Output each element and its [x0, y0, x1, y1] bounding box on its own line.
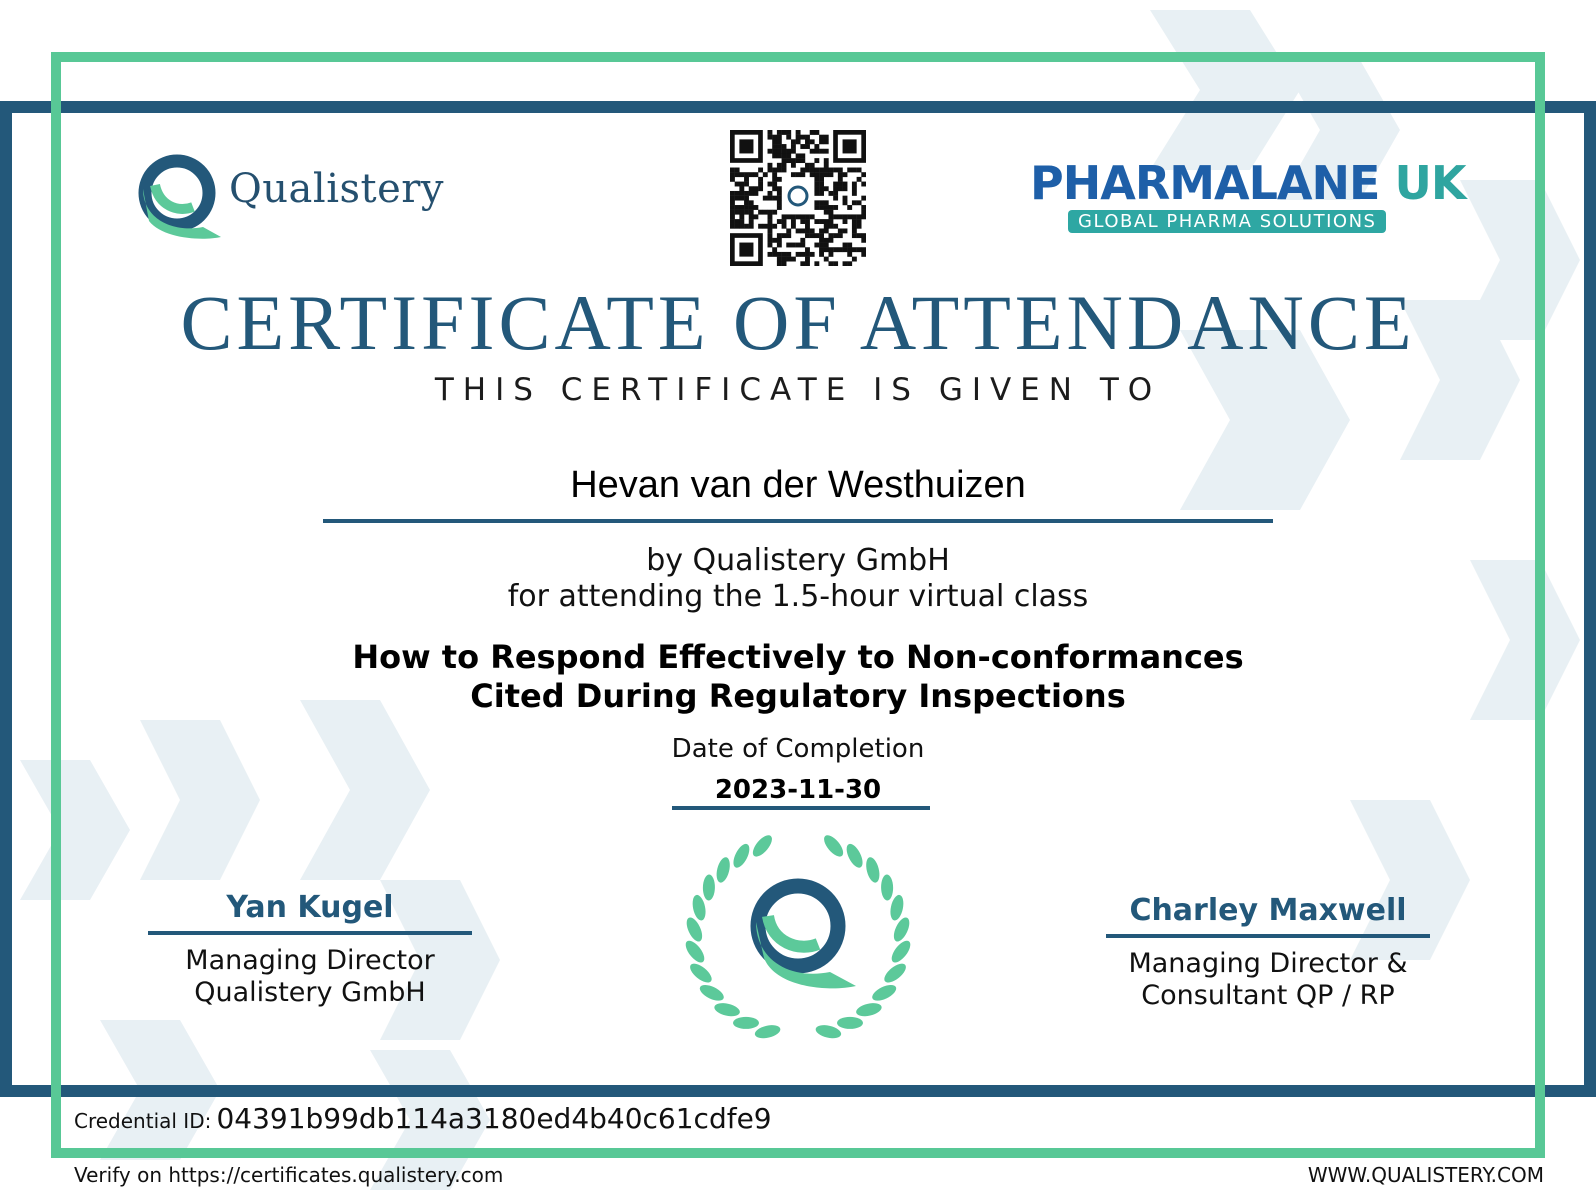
signature-line [1106, 934, 1430, 938]
attending-line: for attending the 1.5-hour virtual class [507, 579, 1089, 614]
qualistery-seal [680, 830, 916, 1054]
pharmalane-title [1030, 158, 1470, 208]
qualistery-q-logo-icon [133, 149, 225, 241]
qr-code[interactable] [730, 130, 866, 266]
course-title-line2: Cited During Regulatory Inspections [470, 677, 1126, 715]
pharmalane-subtitle: GLOBAL PHARMA SOLUTIONS [1068, 210, 1386, 233]
issuer-block [0, 543, 1596, 615]
course-title [0, 638, 1596, 716]
pharmalane-title-main: PHARMALANE [1030, 156, 1380, 210]
signatory-name: Charley Maxwell [1129, 893, 1407, 928]
verify-link[interactable]: Verify on https://certificates.qualistery.com [74, 1163, 504, 1187]
credential-label: Credential ID: [74, 1109, 212, 1133]
signatory-role-line1: Managing Director [185, 945, 435, 976]
qualistery-logo-text: Qualistery [229, 166, 444, 212]
certificate-title: CERTIFICATE OF ATTENDANCE [180, 279, 1416, 366]
signatory-role-line1: Managing Director & [1128, 948, 1408, 979]
date-underline [672, 806, 930, 810]
completion-date: 2023-11-30 [714, 775, 882, 805]
pharmalane-title-suffix: UK [1394, 156, 1466, 210]
signatory-name: Yan Kugel [226, 890, 394, 925]
pharmalane-logo [1030, 158, 1470, 238]
qr-code-icon [730, 130, 866, 266]
signature-line [148, 931, 472, 935]
signatory-left [148, 890, 472, 1009]
recipient-underline [323, 519, 1273, 523]
signatory-right [1106, 893, 1430, 1012]
recipient-name: Hevan van der Westhuizen [570, 464, 1026, 506]
given-to-text: THIS CERTIFICATE IS GIVEN TO [434, 372, 1162, 408]
website-link[interactable]: WWW.QUALISTERY.COM [1307, 1163, 1544, 1187]
issuer-line: by Qualistery GmbH [646, 543, 950, 578]
course-title-line1: How to Respond Effectively to Non-conformances [352, 638, 1244, 676]
qualistery-logo [133, 149, 443, 241]
signatory-role-line2: Consultant QP / RP [1141, 980, 1395, 1011]
credential-id [74, 1102, 772, 1135]
credential-value: 04391b99db114a3180ed4b40c61cdfe9 [216, 1102, 772, 1135]
completion-label: Date of Completion [671, 734, 925, 764]
signatory-role-line2: Qualistery GmbH [194, 977, 426, 1008]
laurel-wreath-seal-icon [680, 830, 916, 1054]
